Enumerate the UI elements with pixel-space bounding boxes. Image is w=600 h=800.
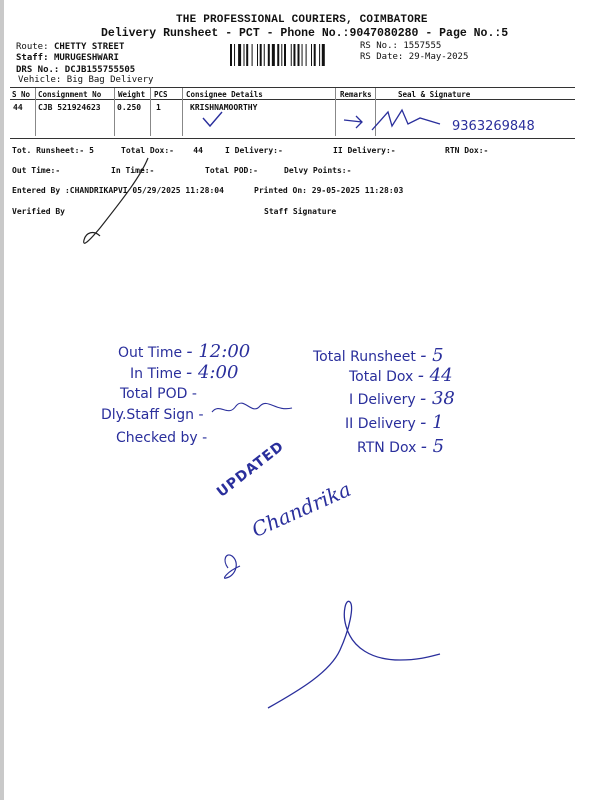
total-dox-line	[121, 146, 203, 155]
i-delivery: I Delivery:-	[225, 146, 283, 155]
vehicle-value: Big Bag Delivery	[66, 75, 154, 85]
row-phone-handwritten: 9363269848	[452, 119, 535, 134]
ii-delivery: II Delivery:-	[333, 146, 396, 155]
row-consignee: KRISHNAMOORTHY	[190, 103, 258, 112]
total-dox-label: Total Dox:-	[121, 146, 174, 155]
staff-label: Staff:	[16, 53, 49, 63]
vehicle-label: Vehicle:	[18, 75, 62, 85]
hw-rtn-dox	[357, 436, 444, 457]
hw-staff-sign-value: -	[198, 407, 204, 423]
hw-total-runsheet-label: Total Runsheet	[313, 349, 416, 365]
check-mark-icon	[203, 112, 222, 126]
hw-in-time-label: In Time	[130, 366, 182, 382]
route-value: CHETTY STREET	[53, 42, 125, 52]
rs-no-label: RS No.:	[360, 41, 398, 51]
hw-total-dox-label: Total Dox	[349, 369, 414, 385]
row-weight: 0.250	[117, 103, 142, 112]
hw-staff-sign	[101, 407, 204, 423]
hw-total-pod	[120, 386, 197, 402]
printed-on: Printed On: 29-05-2025 11:28:03	[254, 186, 404, 195]
rs-date-label: RS Date:	[360, 52, 404, 62]
hw-total-dox	[349, 365, 453, 386]
hw-total-pod-label: Total POD	[120, 386, 188, 402]
out-time: Out Time:-	[12, 166, 61, 175]
delvy-points: Delvy Points:-	[284, 166, 352, 175]
staff-sign-scribble	[212, 403, 292, 412]
rtn-dox: RTN Dox:-	[445, 146, 489, 155]
drs-label: DRS No.:	[16, 65, 60, 75]
rs-date-value: 29-May-2025	[408, 52, 469, 62]
verified-by: Verified By	[12, 207, 65, 216]
col-weight: Weight	[118, 90, 146, 99]
hw-ii-delivery-label: II Delivery	[345, 416, 416, 432]
in-time: In Time:-	[111, 166, 155, 175]
staff-signature: Staff Signature	[264, 207, 337, 216]
hw-total-runsheet-value: - 5	[420, 345, 444, 366]
total-pod: Total POD:-	[205, 166, 258, 175]
hw-total-runsheet	[313, 345, 444, 366]
hw-rtn-dox-value: - 5	[420, 436, 445, 457]
drs-value: DCJB155755505	[64, 65, 136, 75]
rs-no-value: 1557555	[403, 41, 442, 51]
entered-by: Entered By :CHANDRIKAPVI 05/29/2025 11:28:04	[12, 186, 224, 195]
row-pcs: 1	[156, 103, 161, 112]
hw-ii-delivery-value: - 1	[420, 412, 444, 433]
row-signature-scribble	[372, 110, 440, 130]
runsheet-subtitle: Delivery Runsheet - PCT - Phone No.:9047080280 - Page No.:5	[101, 27, 509, 40]
col-remarks: Remarks	[340, 90, 372, 99]
row-sno: 44	[13, 103, 23, 112]
hw-i-delivery-value: - 38	[420, 388, 455, 409]
route-label: Route:	[16, 42, 49, 52]
col-consignee: Consignee Details	[186, 90, 263, 99]
hw-checked-by-value: -	[202, 430, 208, 446]
row-consignment: CJB 521924623	[38, 103, 101, 112]
bottom-signature-stroke	[268, 601, 440, 708]
staff-value: MURUGESHWARI	[53, 53, 119, 63]
updated-stamp: UPDATED	[214, 438, 288, 501]
hw-checked-by	[116, 430, 207, 446]
col-seal-signature: Seal & Signature	[398, 90, 471, 99]
cursive-initial-stroke	[225, 555, 240, 578]
company-title: THE PROFESSIONAL COURIERS, COIMBATORE	[176, 14, 428, 26]
arrow-icon	[344, 116, 362, 128]
col-sno: S No	[12, 90, 31, 99]
hw-staff-sign-label: Dly.Staff Sign	[101, 407, 194, 423]
hw-rtn-dox-label: RTN Dox	[357, 440, 417, 456]
hw-i-delivery-label: I Delivery	[349, 392, 416, 408]
hw-total-pod-value: -	[191, 386, 197, 402]
col-pcs: PCS	[154, 90, 168, 99]
hw-in-time-value: - 4:00	[186, 362, 239, 383]
total-dox-value: 44	[193, 146, 203, 155]
hw-out-time	[118, 341, 250, 362]
hw-checked-by-label: Checked by	[116, 430, 198, 446]
hw-ii-delivery	[345, 412, 444, 433]
hw-i-delivery	[349, 388, 455, 409]
cursive-signature: Chandrika	[248, 476, 355, 542]
hw-total-dox-value: - 44	[417, 365, 453, 386]
hw-out-time-label: Out Time	[118, 345, 183, 361]
col-consignment: Consignment No	[38, 90, 102, 99]
hw-out-time-value: - 12:00	[186, 341, 251, 362]
tot-runsheet: Tot. Runsheet:- 5	[12, 146, 94, 155]
hw-in-time	[130, 362, 238, 383]
